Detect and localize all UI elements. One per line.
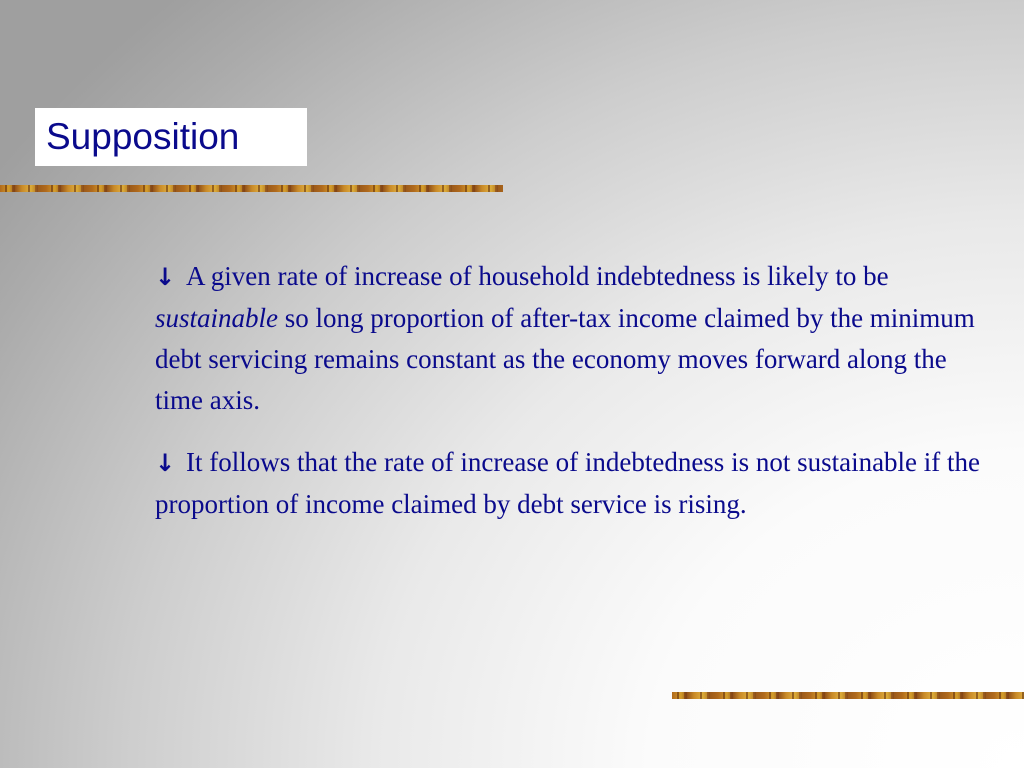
paragraph-2-text: It follows that the rate of increase of indebtedness is not sustainable if the proportion of income claimed by debt service is rising.: [155, 447, 981, 519]
arrow-down-icon: ↓: [155, 449, 176, 477]
title-box: [35, 108, 307, 166]
bullet-paragraph-2: [155, 442, 990, 525]
slide-title: Supposition: [46, 116, 240, 157]
paragraph-1-emphasis: sustainable: [155, 303, 279, 333]
footer-decorative-rule: [672, 692, 1024, 699]
paragraph-1-text-end: so long proportion of after-tax income claimed by the minimum debt servicing remains constant as the economy moves forward along the time axis.: [155, 303, 975, 415]
slide-body: [155, 256, 990, 546]
bullet-paragraph-1: [155, 256, 990, 421]
title-underline-rule: [0, 185, 503, 192]
arrow-down-icon: ↓: [155, 263, 176, 291]
paragraph-1-text-start: A given rate of increase of household indebtedness is likely to be: [186, 261, 889, 291]
